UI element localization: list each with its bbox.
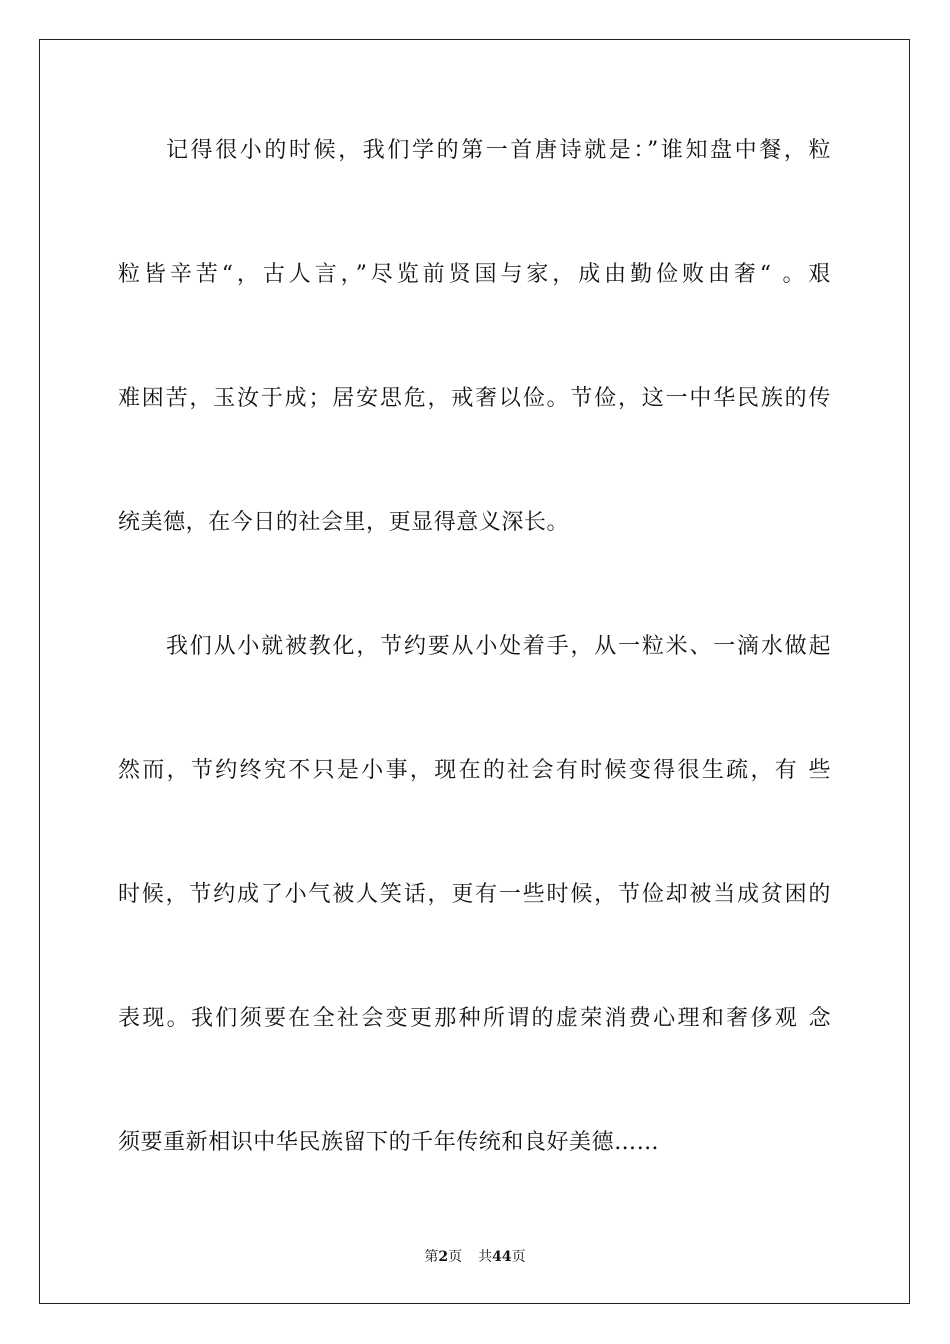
page-number: 2 (438, 1249, 449, 1265)
paragraph-2-line-3: 时候，节约成了小气被人笑话，更有一些时候，节俭却被当成贫困的 (118, 882, 831, 907)
page-border (39, 39, 910, 1304)
paragraph-2-line-2: 然而，节约终究不只是小事，现在的社会有时候变得很生疏，有 些 (118, 758, 831, 783)
paragraph-1-line-4: 统美德，在今日的社会里，更显得意义深长。 (118, 510, 570, 535)
total-pages: 44 (492, 1249, 512, 1265)
paragraph-2-line-4: 表现。我们须要在全社会变更那种所谓的虚荣消费心理和奢侈观 念 (118, 1006, 831, 1031)
page-number-prefix: 第 (424, 1249, 439, 1265)
page-number-suffix: 页 (448, 1249, 463, 1265)
paragraph-2-line-5: 须要重新相识中华民族留下的千年传统和良好美德…… (118, 1130, 660, 1155)
page-footer (0, 1247, 950, 1267)
total-pages-suffix: 页 (511, 1249, 526, 1265)
total-pages-prefix: 共 (478, 1249, 493, 1265)
paragraph-1-line-1: 记得很小的时候，我们学的第一首唐诗就是：”谁知盘中餐，粒 (166, 138, 831, 163)
paragraph-1-line-3: 难困苦，玉汝于成；居安思危，戒奢以俭。节俭，这一中华民族的传 (118, 386, 831, 411)
paragraph-1-line-2: 粒皆辛苦“，古人言，”尽览前贤国与家，成由勤俭败由奢“ 。艰 (118, 262, 831, 287)
paragraph-2-line-1: 我们从小就被教化，节约要从小处着手，从一粒米、一滴水做起 (166, 634, 831, 659)
